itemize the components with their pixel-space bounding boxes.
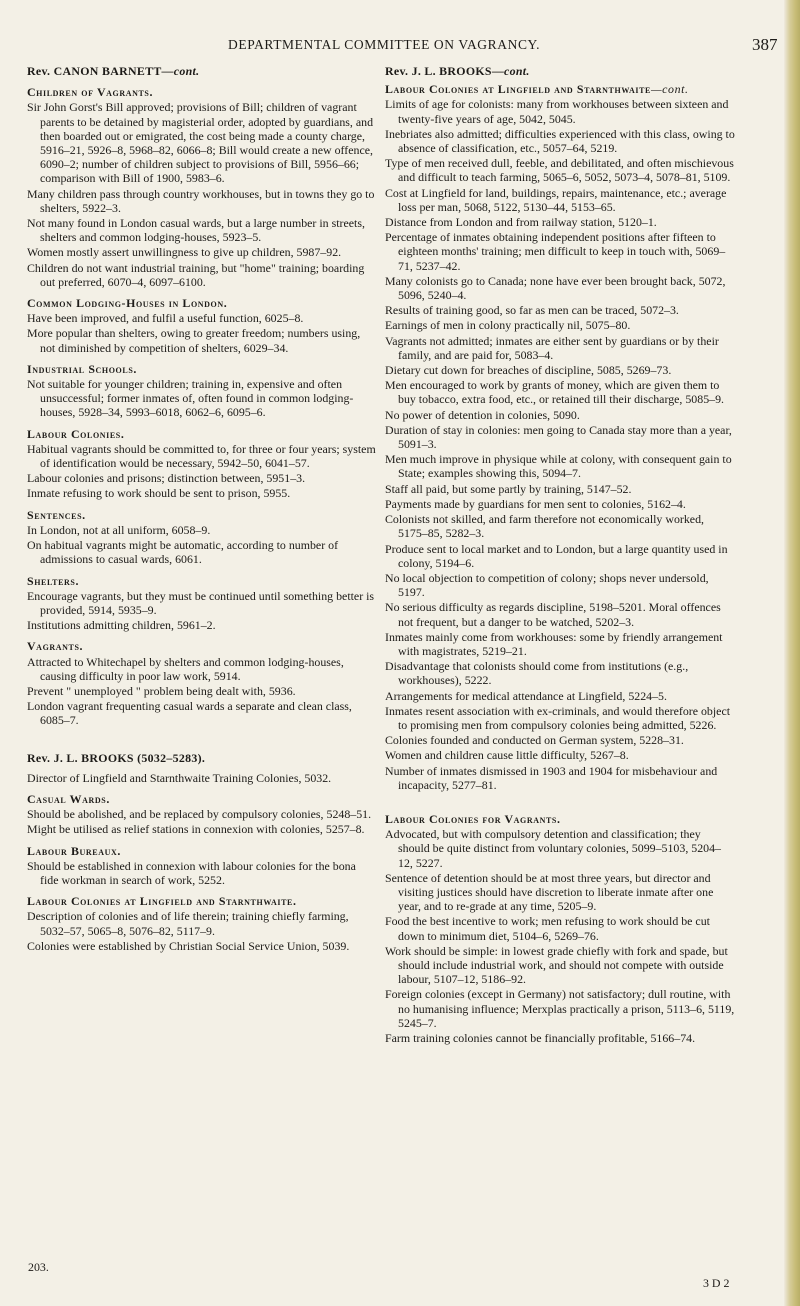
index-entry: Inmates mainly come from workhouses: some by friendly arrangement with magistrates, 5219–21. [385, 629, 723, 658]
index-entry: Colonies were established by Christian Social Service Union, 5039. [27, 938, 350, 953]
index-entry: Percentage of inmates obtaining independent positions after fifteen to eighteen months' training; men difficult to keep in touch with, 5069–71, 5237–42. [385, 230, 726, 273]
index-entry: Women and children cause little difficulty, 5267–8. [385, 748, 629, 763]
index-entry: Colonies founded and conducted on German system, 5228–31. [385, 733, 684, 748]
index-entry: Arrangements for medical attendance at Lingfield, 5224–5. [385, 688, 667, 703]
left-column [27, 64, 377, 954]
section-title: Common Lodging-Houses in London. [27, 296, 228, 311]
index-entry: Work should be simple: in lowest grade chiefly with fork and spade, but should include industrial work, and should not compete with outside labour, 5107–12, 5186–92. [385, 943, 728, 987]
page-number: 387 [752, 35, 778, 54]
index-entry: On habitual vagrants might be automatic, according to number of admissions to casual wards, 6061. [27, 538, 339, 567]
index-entry: More popular than shelters, owing to greater freedom; numbers using, not diminished by competition of shelters, 6029–34. [27, 326, 361, 355]
index-entry: No serious difficulty as regards discipline, 5198–5201. Moral offences not frequent, but a danger to be watched, 5202–3. [385, 600, 721, 629]
index-entry: Dietary cut down for breaches of discipline, 5085, 5269–73. [385, 363, 672, 378]
section-title: Casual Wards. [27, 791, 110, 806]
section-title: Labour Colonies at Lingfield and Starnthwaite—cont. [385, 82, 689, 97]
index-entry: Should be established in connexion with labour colonies for the bona fide workman in search of work, 5252. [27, 858, 356, 887]
page-header [0, 37, 800, 57]
index-entry: Disadvantage that colonists should come from institutions (e.g., workhouses), 5222. [385, 659, 689, 688]
section-labour-colonies-for-vagrants [385, 812, 735, 1045]
index-entry: Limits of age for colonists: many from workhouses between sixteen and twenty-five years of age, 5042, 5045. [385, 97, 729, 126]
index-entry: Attracted to Whitechapel by shelters and common lodging-houses, causing difficulty in poor law work, 5914. [27, 654, 344, 683]
index-entry: No power of detention in colonies, 5090. [385, 407, 580, 422]
index-entry: Sentence of detention should be at most three years, but director and visiting justices should have discretion to liberate inmate after one year, and to re-grade at any time, 5205–9. [385, 870, 714, 914]
witness-heading: Rev. J. L. BROOKS—cont. [385, 64, 530, 78]
witness-heading: Rev. CANON BARNETT—cont. [27, 64, 200, 78]
section-casual-wards [27, 792, 377, 837]
section-title: Shelters. [27, 573, 80, 588]
index-entry: Duration of stay in colonies: men going to Canada stay more than a year, 5091–3. [385, 422, 732, 452]
index-entry: Farm training colonies cannot be financially profitable, 5166–74. [385, 1031, 696, 1045]
index-entry: Distance from London and from railway station, 5120–1. [385, 215, 657, 230]
index-entry: Children do not want industrial training, but "home" training; boarding out preferred, 6070–4, 6097–6100. [27, 260, 365, 289]
running-title: DEPARTMENTAL COMMITTEE ON VAGRANCY. [228, 37, 541, 52]
section-lingfield-starnthwaite-cont [385, 82, 735, 792]
index-entry: In London, not at all uniform, 6058–9. [27, 522, 211, 537]
index-entry: Many children pass through country workhouses, but in towns they go to shelters, 5922–3. [27, 186, 375, 215]
section-labour-colonies [27, 427, 377, 501]
index-entry: Description of colonies and of life therein; training chiefly farming, 5032–57, 5065–8, 5076–82, 5117–9. [27, 909, 349, 938]
index-entry: Habitual vagrants should be committed to, for three or four years; system of identification would be necessary, 5942–50, 6041–57. [27, 441, 376, 471]
section-labour-bureaux [27, 844, 377, 888]
section-sentences [27, 508, 377, 567]
section-children-of-vagrants [27, 85, 377, 289]
index-entry: Encourage vagrants, but they must be continued until something better is provided, 5914, 5935–9. [27, 588, 375, 617]
index-entry: Results of training good, so far as men can be traced, 5072–3. [385, 303, 679, 318]
index-entry: Foreign colonies (except in Germany) not satisfactory; dull routine, with no humanising influence; Merxplas practically a prison, 5113–6, 5119, 5245–7. [385, 987, 735, 1030]
index-entry: Inmate refusing to work should be sent to prison, 5955. [27, 486, 291, 501]
section-vagrants [27, 639, 377, 727]
section-shelters [27, 574, 377, 633]
section-title: Vagrants. [27, 639, 84, 654]
index-entry: No local objection to competition of colony; shops never undersold, 5197. [385, 570, 709, 600]
index-entry: Vagrants not admitted; inmates are either sent by guardians or by their family, and are paid for, 5083–4. [385, 333, 719, 362]
index-entry: Type of men received dull, feeble, and debilitated, and often mischievous and difficult to teach farming, 5065–6, 5052, 5073–4, 5078–81, 5109. [385, 156, 734, 185]
index-entry: Payments made by guardians for men sent to colonies, 5162–4. [385, 496, 686, 511]
index-entry: Not many found in London casual wards, but a large number in streets, shelters and common lodging-houses, 5923–5. [27, 216, 365, 245]
section-lingfield-starnthwaite [27, 894, 377, 953]
index-entry: Men much improve in physique while at colony, with consequent gain to State; examples showing this, 5094–7. [385, 452, 732, 481]
right-column [385, 64, 735, 1046]
section-title: Labour Colonies for Vagrants. [385, 811, 561, 826]
index-entry: Might be utilised as relief stations in connexion with colonies, 5257–8. [27, 822, 365, 837]
index-entry: Should be abolished, and be replaced by compulsory colonies, 5248–51. [27, 807, 372, 822]
index-entry: Director of Lingfield and Starnthwaite Training Colonies, 5032. [27, 770, 332, 785]
index-entry: Have been improved, and fulfil a useful function, 6025–8. [27, 311, 304, 326]
print-signature-right: 3 D 2 [703, 1276, 730, 1290]
index-entry: Labour colonies and prisons; distinction between, 5951–3. [27, 471, 306, 486]
index-entry: Prevent " unemployed " problem being dealt with, 5936. [27, 683, 296, 698]
index-entry: Colonists not skilled, and farm therefore not economically worked, 5175–85, 5282–3. [385, 512, 704, 541]
index-entry: Cost at Lingfield for land, buildings, repairs, maintenance, etc.; average loss per man, 5068, 5122, 5130–44, 5153–65. [385, 185, 727, 214]
index-entry: Earnings of men in colony practically nil, 5075–80. [385, 318, 631, 333]
index-entry: Institutions admitting children, 5961–2. [27, 618, 216, 633]
index-entry: Food the best incentive to work; men refusing to work should be cut down to minimum diet, 5104–6, 5269–76. [385, 914, 710, 943]
index-entry: Number of inmates dismissed in 1903 and 1904 for misbehaviour and incapacity, 5277–81. [385, 763, 718, 792]
page-edge-strip [784, 0, 800, 1306]
section-title: Labour Bureaux. [27, 843, 121, 858]
witness-heading-2: Rev. J. L. BROOKS (5032–5283). [27, 750, 206, 765]
index-entry: Inebriates also admitted; difficulties experienced with this class, owing to absence of classification, etc., 5057–64, 5219. [385, 126, 735, 156]
section-industrial-schools [27, 362, 377, 420]
section-title: Labour Colonies. [27, 426, 125, 441]
index-entry: Staff all paid, but some partly by training, 5147–52. [385, 481, 632, 496]
index-entry: Many colonists go to Canada; none have ever been brought back, 5072, 5096, 5240–4. [385, 273, 726, 303]
index-entry: Produce sent to local market and to London, but a large quantity used in colony, 5194–6. [385, 541, 728, 570]
section-title: Sentences. [27, 507, 86, 522]
index-entry: Sir John Gorst's Bill approved; provisions of Bill; children of vagrant parents to be detained by magisterial order, adopted by guardians, and then boarded out or emigrated, the cost being made a county charge, 5916–21, 5926–8, 5968–82, 6066–8; Bill would create a new offence, 6090–2; number of children subject to provisions of Bill, 5956–66; comparison with Bill of 1900, 5983–6. [27, 100, 374, 186]
section-title: Labour Colonies at Lingfield and Starnthwaite. [27, 894, 297, 909]
index-entry: Inmates resent association with ex-criminals, and would therefore object to promising men from compulsory colonies being admitted, 5226. [385, 703, 731, 732]
index-entry: Men encouraged to work by grants of money, which are given them to buy tobacco, extra food, etc., or retained till their discharge, 5085–9. [385, 378, 725, 407]
index-entry: Not suitable for younger children; training in, expensive and often unsuccessful; former inmates of, often found in common lodging-houses, 5928–34, 5993–6018, 6062–6, 6095–6. [27, 377, 354, 420]
section-common-lodging-houses [27, 296, 377, 355]
index-entry: Women mostly assert unwillingness to give up children, 5987–92. [27, 245, 342, 260]
section-title: Industrial Schools. [27, 361, 137, 376]
index-entry: London vagrant frequenting casual wards a separate and clean class, 6085–7. [27, 699, 352, 728]
index-entry: Advocated, but with compulsory detention and classification; they should be quite distinct from voluntary colonies, 5099–5103, 5204–12, 5227. [385, 827, 721, 870]
print-signature-left: 203. [28, 1260, 49, 1274]
section-title: Children of Vagrants. [27, 85, 154, 100]
